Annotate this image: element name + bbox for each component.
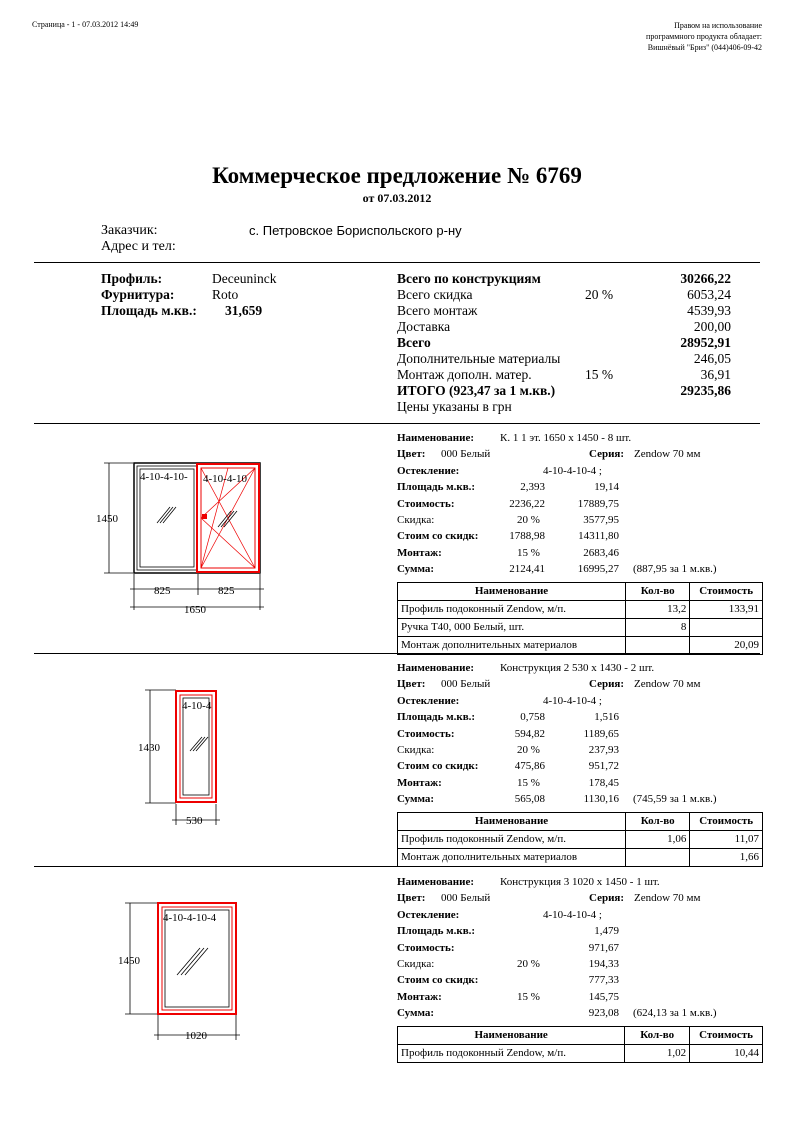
material-name: Монтаж дополнительных материалов — [398, 848, 626, 866]
total-value: 29235,86 — [680, 383, 731, 398]
item-discount-percent: 20 % — [517, 958, 540, 970]
total-label: Всего скидка — [397, 287, 473, 302]
total-percent: 20 % — [585, 287, 614, 302]
item-per-m2: (745,59 за 1 м.кв.) — [633, 793, 717, 806]
th-qty: Кол-во — [626, 582, 690, 600]
item-cost-disc-unit: 475,86 — [514, 760, 545, 773]
material-name: Профиль подоконный Zendow, м/п. — [398, 1044, 625, 1062]
material-qty: 13,2 — [626, 600, 690, 618]
item-series-value: Zendow 70 мм — [634, 678, 701, 691]
item-area-total: 1,516 — [594, 711, 619, 724]
item-glazing-value: 4-10-4-10-4 ; — [543, 908, 602, 921]
item-glazing-value: 4-10-4-10-4 ; — [543, 694, 602, 707]
drawing-item-2 — [130, 683, 240, 833]
total-value: 36,91 — [700, 367, 731, 382]
item-name-value: Конструкция 2 530 х 1430 - 2 шт. — [500, 662, 655, 674]
item-name-label: Наименование: — [397, 432, 474, 444]
right-width-dimension: 825 — [218, 585, 235, 597]
total-value: 200,00 — [693, 319, 731, 334]
total-label: ИТОГО (923,47 за 1 м.кв.) — [397, 383, 556, 398]
item-series-value: Zendow 70 мм — [634, 448, 701, 461]
item-series-label: Серия: — [589, 448, 625, 461]
total-percent: 15 % — [585, 367, 614, 382]
item-area-unit: 0,758 — [520, 711, 545, 724]
th-cost: Стоимость — [690, 812, 763, 830]
table-header-row — [398, 812, 763, 830]
glass-label: 4-10-4 — [182, 700, 212, 712]
item-cost-total: 1189,65 — [583, 727, 619, 740]
materials-table — [397, 582, 763, 655]
item-color-label: Цвет: — [397, 448, 426, 461]
item-glazing-value: 4-10-4-10-4 ; — [543, 464, 602, 477]
material-qty — [626, 848, 690, 866]
total-width-dimension: 1650 — [184, 604, 206, 616]
item-series-value: Zendow 70 мм — [634, 892, 701, 905]
item-series-label: Серия: — [589, 678, 625, 691]
material-cost: 11,07 — [690, 830, 763, 848]
profile-value: Deceuninck — [212, 271, 277, 286]
item-cost-disc-total: 14311,80 — [578, 530, 619, 543]
materials-table — [397, 1026, 763, 1063]
item-area-label: Площадь м.кв.: — [397, 481, 476, 494]
item-mount-label: Монтаж: — [397, 990, 442, 1003]
item-cost-disc-total: 951,72 — [588, 760, 619, 773]
total-value: 28952,91 — [680, 335, 731, 350]
material-cost: 20,09 — [690, 636, 763, 654]
item-cost-total: 971,67 — [588, 941, 619, 954]
customer-label: Заказчик: — [101, 223, 158, 238]
item-area-total: 19,14 — [594, 481, 619, 494]
item-mount-percent: 15 % — [517, 776, 540, 789]
item-discount-total: 3577,95 — [583, 514, 619, 526]
hardware-value: Roto — [212, 287, 239, 302]
total-label: Всего — [397, 335, 431, 350]
item-mount-total: 178,45 — [588, 776, 619, 789]
material-qty — [626, 636, 690, 654]
total-label: Всего по конструкциям — [397, 271, 541, 286]
item-discount-total: 237,93 — [588, 744, 619, 756]
material-cost — [690, 618, 763, 636]
total-value: 30266,22 — [680, 271, 731, 286]
width-dimension: 1020 — [185, 1030, 207, 1042]
item-cost-total: 17889,75 — [577, 497, 619, 510]
table-row — [398, 600, 763, 618]
item-color-value: 000 Белый — [441, 678, 491, 691]
divider — [34, 423, 760, 424]
height-dimension: 1450 — [96, 513, 118, 525]
item-sum-total: 1130,16 — [583, 793, 619, 806]
rights-line-3: Вишнёвый "Бриз" (044)406-09-42 — [647, 43, 762, 52]
item-name-value: Конструкция 3 1020 х 1450 - 1 шт. — [500, 876, 660, 888]
item-discount-label: Скидка: — [397, 744, 435, 756]
divider — [34, 262, 760, 263]
item-cost-disc-unit: 1788,98 — [509, 530, 545, 543]
item-sum-total: 16995,27 — [577, 563, 619, 576]
item-sum-total: 923,08 — [588, 1007, 619, 1020]
document-title: Коммерческое предложение № 6769 — [212, 163, 582, 188]
table-row — [398, 830, 763, 848]
item-series-label: Серия: — [589, 892, 625, 905]
item-color-label: Цвет: — [397, 678, 426, 691]
item-discount-label: Скидка: — [397, 514, 435, 526]
item-sum-label: Сумма: — [397, 1007, 435, 1020]
drawing-item-1 — [90, 455, 280, 620]
material-name: Профиль подоконный Zendow, м/п. — [398, 600, 626, 618]
total-value: 4539,93 — [687, 303, 731, 318]
th-name: Наименование — [398, 1026, 625, 1044]
item-area-unit: 2,393 — [520, 481, 545, 494]
glass-label-left: 4-10-4-10- — [140, 471, 188, 483]
item-sum-unit: 565,08 — [514, 793, 545, 806]
table-row — [398, 636, 763, 654]
item-per-m2: (624,13 за 1 м.кв.) — [633, 1007, 717, 1020]
table-row — [398, 848, 763, 866]
item-area-label: Площадь м.кв.: — [397, 711, 476, 724]
materials-table — [397, 812, 763, 867]
item-sum-unit: 2124,41 — [509, 563, 545, 576]
item-mount-percent: 15 % — [517, 546, 540, 559]
item-discount-label: Скидка: — [397, 958, 435, 970]
th-name: Наименование — [398, 812, 626, 830]
item-mount-label: Монтаж: — [397, 776, 442, 789]
area-value: 31,659 — [225, 303, 263, 318]
document-date: от 07.03.2012 — [362, 191, 432, 205]
rights-holder — [646, 20, 762, 53]
item-cost-unit: 594,82 — [514, 727, 545, 740]
item-cost-disc-label: Стоим со скидк: — [397, 974, 479, 987]
item-mount-percent: 15 % — [517, 990, 540, 1003]
item-cost-unit: 2236,22 — [509, 497, 545, 510]
item-cost-label: Стоимость: — [397, 941, 455, 954]
glass-label: 4-10-4-10-4 — [163, 912, 217, 924]
item-discount-percent: 20 % — [517, 744, 540, 756]
table-header-row — [398, 1026, 763, 1044]
item-cost-disc-label: Стоим со скидк: — [397, 530, 479, 543]
drawing-item-3 — [105, 895, 255, 1045]
item-per-m2: (887,95 за 1 м.кв.) — [633, 563, 717, 576]
item-cost-disc-label: Стоим со скидк: — [397, 760, 479, 773]
item-color-label: Цвет: — [397, 892, 426, 905]
table-row — [398, 618, 763, 636]
total-label: Монтаж дополн. матер. — [397, 367, 532, 382]
item-sum-label: Сумма: — [397, 793, 435, 806]
total-label: Доставка — [397, 319, 451, 334]
table-row — [398, 1044, 763, 1062]
left-width-dimension: 825 — [154, 585, 171, 597]
item-name-label: Наименование: — [397, 662, 474, 674]
address-label: Адрес и тел: — [101, 239, 176, 254]
item-discount-percent: 20 % — [517, 514, 540, 526]
item-mount-total: 2683,46 — [583, 546, 619, 559]
material-name: Профиль подоконный Zendow, м/п. — [398, 830, 626, 848]
item-glazing-label: Остекление: — [397, 908, 460, 921]
total-value: 6053,24 — [687, 287, 731, 302]
profile-label: Профиль: — [101, 271, 163, 286]
item-cost-disc-total: 777,33 — [588, 974, 619, 987]
item-glazing-label: Остекление: — [397, 464, 460, 477]
rights-line-1: Правом на использование — [674, 21, 762, 30]
item-name-label: Наименование: — [397, 876, 474, 888]
item-glazing-label: Остекление: — [397, 694, 460, 707]
th-cost: Стоимость — [690, 582, 763, 600]
item-color-value: 000 Белый — [441, 892, 491, 905]
th-qty: Кол-во — [625, 1026, 690, 1044]
rights-line-2: программного продукта обладает: — [646, 32, 762, 41]
material-name: Ручка Т40, 000 Белый, шт. — [398, 618, 626, 636]
item-cost-label: Стоимость: — [397, 497, 455, 510]
height-dimension: 1430 — [138, 742, 160, 754]
total-label: Цены указаны в грн — [397, 399, 512, 414]
material-cost: 10,44 — [690, 1044, 763, 1062]
item-mount-total: 145,75 — [588, 990, 619, 1003]
table-header-row — [398, 582, 763, 600]
material-qty: 1,02 — [625, 1044, 690, 1062]
glass-label-right: 4-10-4-10 — [203, 473, 247, 485]
material-qty: 1,06 — [626, 830, 690, 848]
customer-value: с. Петровское Бориспольского р-ну — [249, 223, 462, 238]
total-label: Дополнительные материалы — [397, 351, 561, 366]
material-qty: 8 — [626, 618, 690, 636]
th-qty: Кол-во — [626, 812, 690, 830]
material-cost: 1,66 — [690, 848, 763, 866]
material-cost: 133,91 — [690, 600, 763, 618]
width-dimension: 530 — [186, 815, 203, 827]
item-area-total: 1,479 — [594, 925, 619, 938]
hardware-label: Фурнитура: — [101, 287, 175, 302]
height-dimension: 1450 — [118, 955, 140, 967]
item-sum-label: Сумма: — [397, 563, 435, 576]
material-name: Монтаж дополнительных материалов — [398, 636, 626, 654]
th-cost: Стоимость — [690, 1026, 763, 1044]
area-label: Площадь м.кв.: — [101, 303, 197, 318]
total-label: Всего монтаж — [397, 303, 478, 318]
item-color-value: 000 Белый — [441, 448, 491, 461]
page-info: Страница - 1 - 07.03.2012 14:49 — [32, 20, 139, 29]
item-name-value: К. 1 1 эт. 1650 х 1450 - 8 шт. — [500, 432, 632, 444]
item-mount-label: Монтаж: — [397, 546, 442, 559]
item-area-label: Площадь м.кв.: — [397, 925, 476, 938]
item-cost-label: Стоимость: — [397, 727, 455, 740]
total-value: 246,05 — [693, 351, 731, 366]
item-discount-total: 194,33 — [588, 958, 619, 970]
th-name: Наименование — [398, 582, 626, 600]
